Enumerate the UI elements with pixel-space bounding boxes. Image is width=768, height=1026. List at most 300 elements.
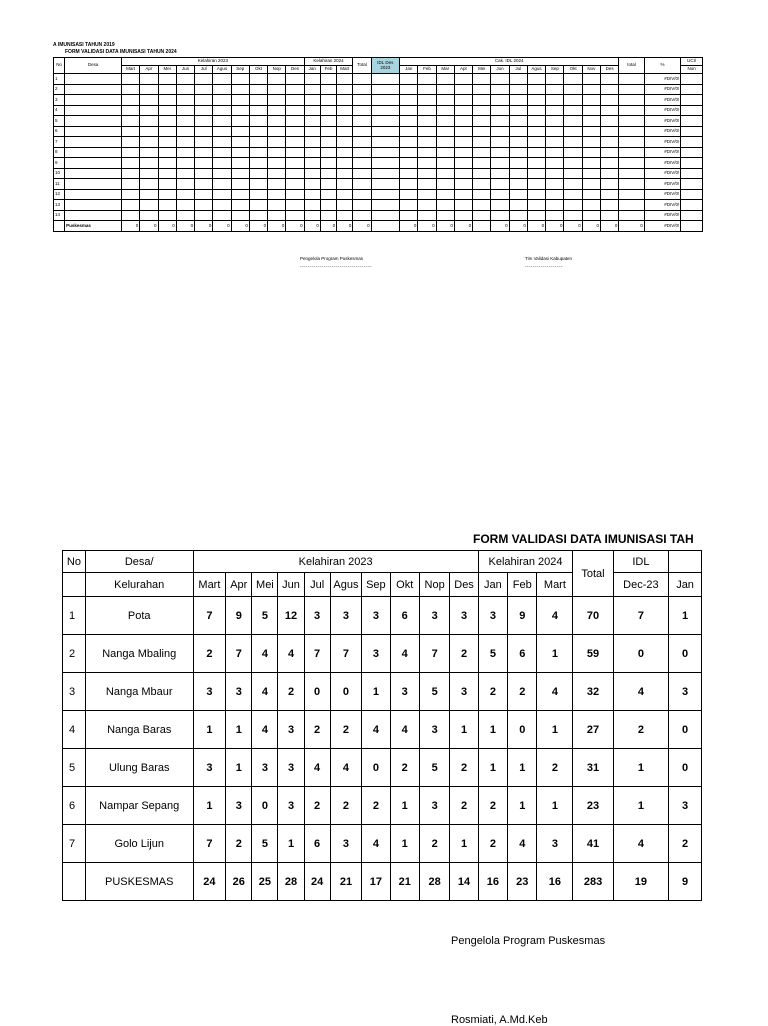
table-row [54,147,703,158]
month-2023-8: Nop [268,66,286,74]
data-cell [195,179,213,190]
data-cell [213,179,231,190]
month-2023-3: Jun [176,66,194,74]
data-cell [213,147,231,158]
total-2023-cell: 0 [140,221,158,232]
data-cell [582,189,600,200]
data-cell [195,168,213,179]
birth-count-cell: 2 [450,787,478,825]
data-cell [158,158,176,169]
data-cell [176,200,194,211]
data-cell [418,189,436,200]
data-cell [158,137,176,148]
header-desa: Desa/ [85,551,193,573]
row-number: 4 [63,711,86,749]
total-cak-cell: 0 [400,221,418,232]
data-cell [564,105,582,116]
data-cell [231,147,249,158]
data-cell [400,105,418,116]
data-cell [582,105,600,116]
small-signature-left-line: ------------------------------------ [300,264,372,269]
table-row [54,158,703,169]
row-total: 31 [573,749,613,787]
data-cell [564,95,582,106]
birth-count-cell: 3 [278,711,304,749]
data-cell [371,105,399,116]
data-cell [176,95,194,106]
data-cell [304,158,320,169]
desa-name: Nampar Sepang [85,787,193,825]
data-cell [619,168,644,179]
month-2023-7: Okt [390,573,419,597]
month-2024-0: Jan [478,573,507,597]
data-cell [320,200,336,211]
data-cell [436,179,454,190]
birth-count-cell: 3 [537,825,573,863]
table-row [54,105,703,116]
data-cell [527,105,545,116]
data-cell [249,74,267,85]
birth-count-cell: 7 [304,635,330,673]
birth-count-cell: 1 [193,787,226,825]
percent-cell: #DIV/0! [644,116,681,127]
birth-count-cell: 2 [362,787,390,825]
birth-count-cell: 4 [362,825,390,863]
birth-count-cell: 2 [537,749,573,787]
birth-count-cell: 3 [450,597,478,635]
desa-name: Ulung Baras [85,749,193,787]
data-cell [509,147,527,158]
row-idl: 4 [613,673,669,711]
data-cell [600,137,618,148]
total-count-cell: 28 [419,863,449,901]
data-cell [564,84,582,95]
birth-count-cell: 2 [278,673,304,711]
data-cell [491,200,509,211]
uci-cell [681,74,703,85]
month-2024-2: Mart [337,66,353,74]
data-cell [304,137,320,148]
data-cell [231,137,249,148]
data-cell [122,179,140,190]
data-cell [195,200,213,211]
data-cell [582,200,600,211]
data-cell [286,168,304,179]
data-cell [337,189,353,200]
table-row [63,825,702,863]
data-cell [473,200,491,211]
data-cell [268,126,286,137]
data-cell [418,147,436,158]
data-cell [400,200,418,211]
data-cell [304,179,320,190]
data-cell [286,137,304,148]
percent-cell: #DIV/0! [644,179,681,190]
month-2023-0: Mart [122,66,140,74]
data-cell [353,147,371,158]
data-cell [176,168,194,179]
data-cell [619,126,644,137]
percent-cell: #DIV/0! [644,210,681,221]
month-2023-0: Mart [193,573,226,597]
header-kelahiran-2023: Kelahiran 2023 [193,551,478,573]
data-cell [491,126,509,137]
total-percent-cell: #DIV/0! [644,221,681,232]
birth-count-cell: 1 [450,711,478,749]
data-cell [418,116,436,127]
data-cell [231,189,249,200]
total-2024-cell: 0 [320,221,336,232]
uci-cell [681,95,703,106]
data-cell [619,74,644,85]
data-cell [268,210,286,221]
data-cell [337,105,353,116]
birth-count-cell: 4 [508,825,537,863]
data-cell [371,189,399,200]
data-cell [176,158,194,169]
small-form-title-line2: FORM VALIDASI DATA IMUNISASI TAHUN 2024 [65,49,177,55]
data-cell [320,126,336,137]
birth-count-cell: 5 [252,825,278,863]
data-cell [619,158,644,169]
data-cell [337,200,353,211]
birth-count-cell: 1 [362,673,390,711]
data-cell [371,137,399,148]
table-row [54,210,703,221]
month-2023-6: Sep [362,573,390,597]
data-cell [454,147,472,158]
data-cell [491,137,509,148]
data-cell [122,158,140,169]
data-cell [619,179,644,190]
data-cell [286,158,304,169]
data-cell [353,95,371,106]
percent-cell: #DIV/0! [644,200,681,211]
birth-count-cell: 7 [226,635,252,673]
desa-cell [65,147,122,158]
data-cell [527,210,545,221]
month-cak-11: Des [600,66,618,74]
total-total-cell: 0 [619,221,644,232]
data-cell [353,84,371,95]
data-cell [337,147,353,158]
data-cell [491,74,509,85]
data-cell [304,116,320,127]
data-cell [527,179,545,190]
data-cell [268,84,286,95]
birth-count-cell: 4 [278,635,304,673]
data-cell [353,105,371,116]
data-cell [400,189,418,200]
data-cell [320,168,336,179]
data-cell [600,126,618,137]
row-number: 5 [54,116,65,127]
data-cell [491,147,509,158]
data-cell [213,189,231,200]
row-number: 7 [63,825,86,863]
row-jan: 3 [669,787,702,825]
data-cell [582,84,600,95]
percent-cell: #DIV/0! [644,95,681,106]
desa-cell [65,126,122,137]
month-2023-1: Apr [226,573,252,597]
data-cell [268,137,286,148]
birth-count-cell: 4 [330,749,362,787]
total-2023-cell: 0 [231,221,249,232]
data-cell [600,210,618,221]
total-row-no [54,221,65,232]
total-sum-cell: 0 [353,221,371,232]
data-cell [436,105,454,116]
data-cell [268,147,286,158]
birth-count-cell: 4 [390,711,419,749]
total-row-label: Puskesmas [65,221,122,232]
total-count-cell: 28 [278,863,304,901]
uci-cell [681,84,703,95]
data-cell [140,147,158,158]
data-cell [140,137,158,148]
birth-count-cell: 1 [390,825,419,863]
total-uci-cell [681,221,703,232]
total-2023-cell: 0 [195,221,213,232]
data-cell [268,179,286,190]
row-total: 59 [573,635,613,673]
data-cell [213,210,231,221]
data-cell [454,116,472,127]
birth-count-cell: 3 [419,787,449,825]
row-number: 10 [54,168,65,179]
header-idl-des: IDL Des 2023 [371,58,399,74]
month-2023-9: Des [286,66,304,74]
birth-count-cell: 1 [537,787,573,825]
data-cell [600,74,618,85]
header-no: No [54,58,65,74]
data-cell [122,210,140,221]
month-2023-6: Sep [231,66,249,74]
data-cell [436,210,454,221]
data-cell [400,84,418,95]
birth-count-cell: 5 [478,635,507,673]
table-row [54,126,703,137]
data-cell [371,116,399,127]
header-desa: Desa [65,58,122,74]
header-kelahiran-2023: Kelahiran 2023 [122,58,305,66]
big-form-title: FORM VALIDASI DATA IMUNISASI TAH [473,532,694,546]
data-cell [582,137,600,148]
data-cell [140,126,158,137]
month-2023-4: Jul [304,573,330,597]
data-cell [337,74,353,85]
row-total: 32 [573,673,613,711]
birth-count-cell: 2 [193,635,226,673]
table-row [54,116,703,127]
data-cell [286,84,304,95]
data-cell [268,158,286,169]
data-cell [546,158,564,169]
row-total: 70 [573,597,613,635]
birth-count-cell: 5 [252,597,278,635]
data-cell [400,158,418,169]
data-cell [546,84,564,95]
data-cell [509,126,527,137]
total-count-cell: 23 [508,863,537,901]
data-cell [473,210,491,221]
data-cell [564,137,582,148]
data-cell [546,126,564,137]
data-cell [546,200,564,211]
month-cak-6: Jul [509,66,527,74]
birth-count-cell: 6 [304,825,330,863]
data-cell [213,158,231,169]
desa-cell [65,168,122,179]
row-idl: 1 [613,749,669,787]
birth-count-cell: 3 [193,749,226,787]
data-cell [619,210,644,221]
data-cell [337,137,353,148]
row-total: 41 [573,825,613,863]
table-row [54,189,703,200]
data-cell [454,126,472,137]
desa-cell [65,137,122,148]
data-cell [249,210,267,221]
data-cell [213,74,231,85]
desa-name: Pota [85,597,193,635]
data-cell [600,189,618,200]
data-cell [491,105,509,116]
data-cell [140,200,158,211]
birth-count-cell: 9 [508,597,537,635]
header-total: Total [353,58,371,74]
birth-count-cell: 0 [304,673,330,711]
birth-count-cell: 1 [508,787,537,825]
birth-count-cell: 4 [537,597,573,635]
data-cell [140,158,158,169]
birth-count-cell: 2 [330,711,362,749]
month-2024-0: Jan [304,66,320,74]
desa-cell [65,84,122,95]
data-cell [176,126,194,137]
data-cell [509,95,527,106]
data-cell [582,158,600,169]
data-cell [176,179,194,190]
data-cell [509,210,527,221]
data-cell [231,158,249,169]
data-cell [353,210,371,221]
birth-count-cell: 1 [537,711,573,749]
total-cak-cell: 0 [546,221,564,232]
data-cell [122,137,140,148]
data-cell [436,189,454,200]
total-2024-cell: 0 [337,221,353,232]
month-cak-1: Feb [418,66,436,74]
row-idl: 1 [613,787,669,825]
data-cell [158,95,176,106]
data-cell [122,116,140,127]
total-count-cell: 21 [330,863,362,901]
table-row [54,168,703,179]
data-cell [400,179,418,190]
data-cell [176,189,194,200]
total-row-jan: 9 [669,863,702,901]
data-cell [158,84,176,95]
birth-count-cell: 3 [362,597,390,635]
data-cell [582,74,600,85]
data-cell [140,168,158,179]
data-cell [320,210,336,221]
data-cell [400,168,418,179]
data-cell [473,126,491,137]
data-cell [304,200,320,211]
total-row-label: PUSKESMAS [85,863,193,901]
data-cell [286,147,304,158]
data-cell [286,74,304,85]
total-row [63,863,702,901]
row-number: 9 [54,158,65,169]
data-cell [122,105,140,116]
data-cell [527,168,545,179]
birth-count-cell: 3 [419,597,449,635]
row-number: 2 [63,635,86,673]
desa-cell [65,116,122,127]
data-cell [600,116,618,127]
month-cak-3: Apr [454,66,472,74]
data-cell [122,84,140,95]
data-cell [491,179,509,190]
total-count-cell: 21 [390,863,419,901]
birth-count-cell: 6 [508,635,537,673]
birth-count-cell: 4 [362,711,390,749]
total-count-cell: 16 [537,863,573,901]
header-no-blank [63,573,86,597]
data-cell [473,95,491,106]
row-jan: 2 [669,825,702,863]
data-cell [195,210,213,221]
data-cell [176,210,194,221]
month-2023-8: Nop [419,573,449,597]
data-cell [158,189,176,200]
data-cell [600,95,618,106]
data-cell [418,126,436,137]
data-cell [176,137,194,148]
total-2023-cell: 0 [286,221,304,232]
data-cell [582,147,600,158]
table-row [63,673,702,711]
data-cell [454,95,472,106]
month-2024-1: Feb [508,573,537,597]
data-cell [158,210,176,221]
header-no: No [63,551,86,573]
total-cak-cell: 0 [454,221,472,232]
data-cell [286,189,304,200]
data-cell [418,158,436,169]
desa-cell [65,105,122,116]
data-cell [320,147,336,158]
data-cell [436,74,454,85]
data-cell [286,179,304,190]
data-cell [353,126,371,137]
total-cak-cell: 0 [509,221,527,232]
total-count-cell: 25 [252,863,278,901]
total-count-cell: 24 [193,863,226,901]
data-cell [418,168,436,179]
birth-count-cell: 4 [537,673,573,711]
percent-cell: #DIV/0! [644,74,681,85]
percent-cell: #DIV/0! [644,168,681,179]
table-row [54,74,703,85]
birth-count-cell: 4 [304,749,330,787]
birth-count-cell: 12 [278,597,304,635]
data-cell [491,168,509,179]
